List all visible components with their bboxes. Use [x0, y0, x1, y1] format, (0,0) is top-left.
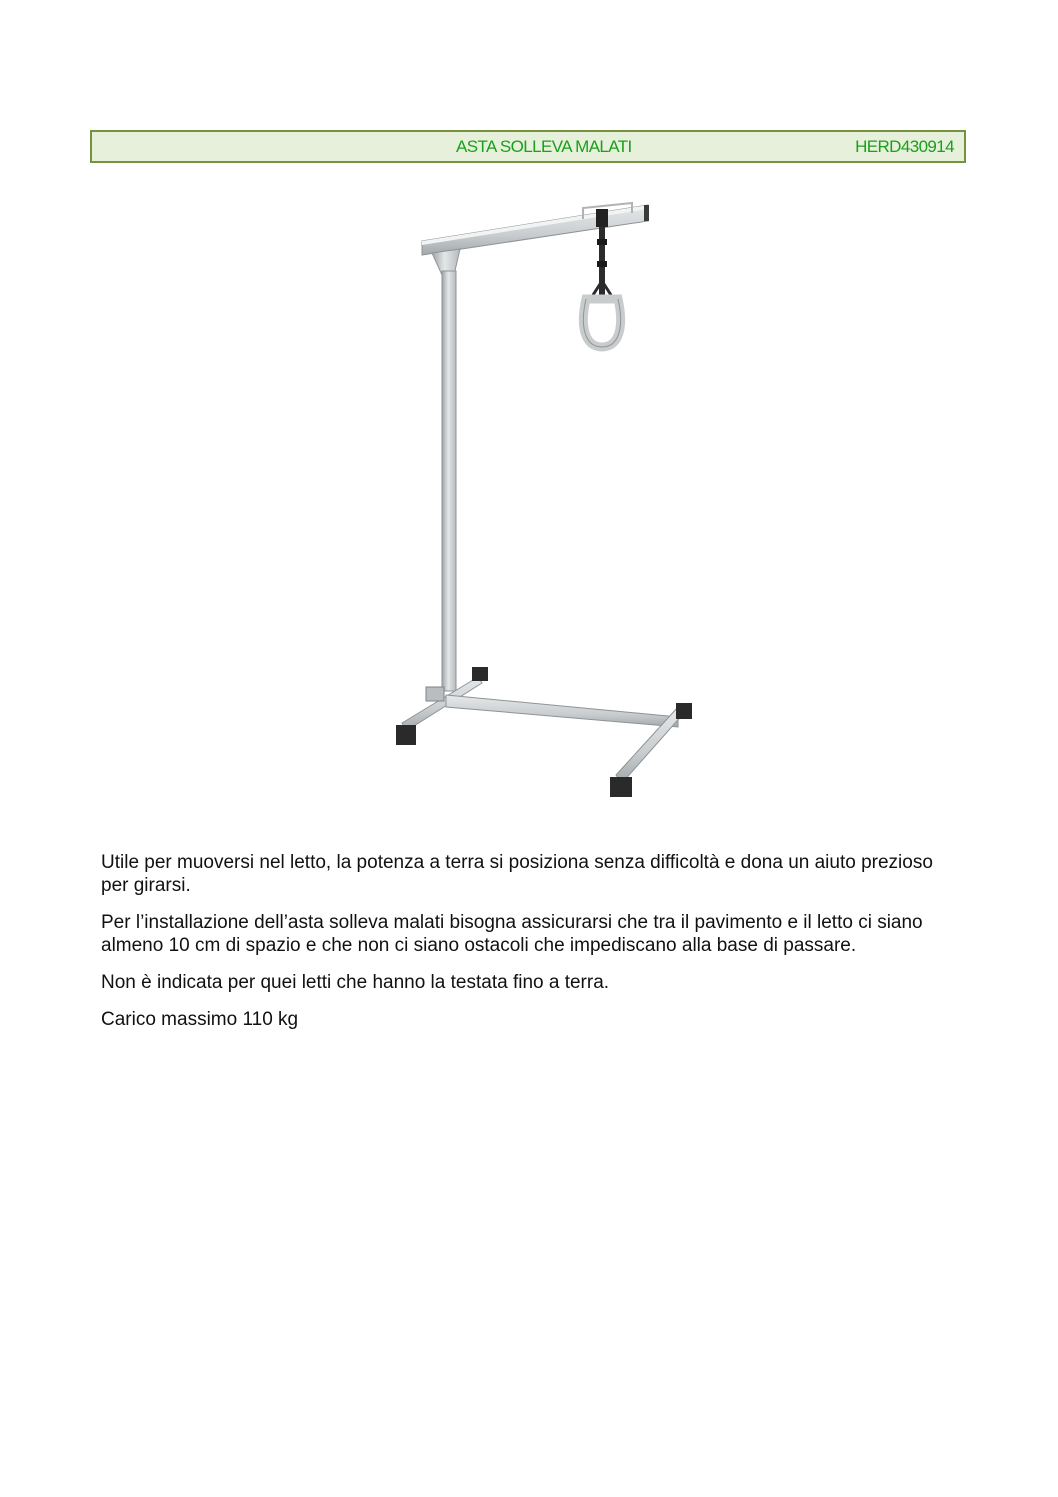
product-description — [101, 851, 961, 1045]
description-paragraph: Utile per muoversi nel letto, la potenza a terra si posiziona senza difficoltà e dona un aiuto prezioso per girarsi. — [101, 852, 933, 896]
trapeze-handle — [583, 299, 620, 347]
foot-front-left — [610, 777, 632, 797]
max-load-text: Carico massimo 110 kg — [101, 1009, 299, 1030]
base-long-bar — [446, 695, 678, 727]
lifting-pole-image — [380, 195, 700, 805]
product-code: HERD430914 — [855, 137, 954, 156]
product-title: ASTA SOLLEVA MALATI — [456, 137, 632, 156]
foot-back-left — [396, 725, 416, 745]
description-paragraph: Non è indicata per quei letti che hanno la testata fino a terra. — [101, 972, 610, 993]
foot-back-right — [472, 667, 488, 681]
vertical-pole — [442, 271, 456, 691]
foot-front-right — [676, 703, 692, 719]
description-paragraph: Per l’installazione dell’asta solleva malati bisogna assicurarsi che tra il pavimento e il letto ci siano almeno 10 cm di spazio e che non ci siano ostacoli che impediscano alla base di passare. — [101, 912, 923, 956]
product-header-bar — [90, 130, 966, 163]
